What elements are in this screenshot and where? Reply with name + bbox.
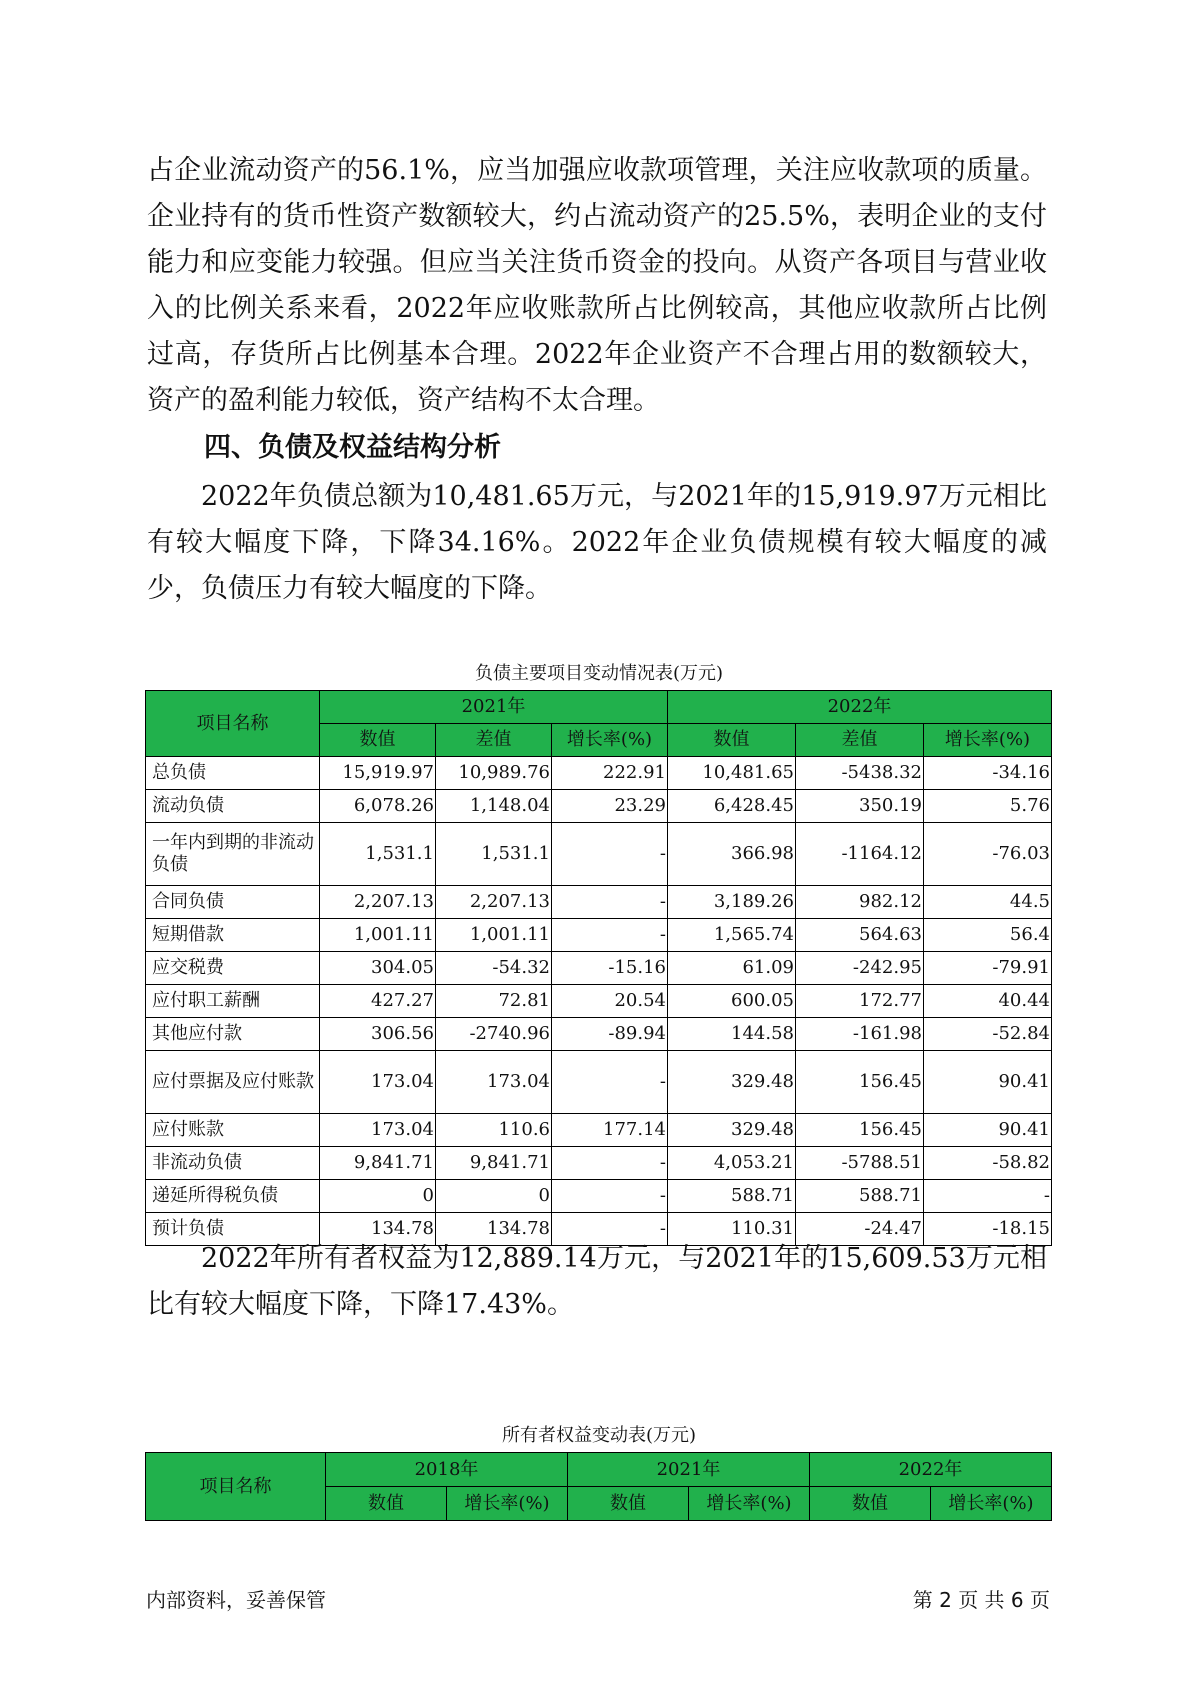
table-row: [146, 985, 1052, 1018]
row-label: 非流动负债: [146, 1147, 320, 1180]
table-cell: 600.05: [668, 985, 796, 1018]
header-sub-2022-2: 增长率(%): [924, 724, 1052, 757]
table-cell: -54.32: [436, 952, 552, 985]
table-cell: 1,001.11: [436, 919, 552, 952]
table-row: [146, 823, 1052, 886]
table-cell: 564.63: [796, 919, 924, 952]
table-cell: -: [552, 823, 668, 886]
table-cell: 23.29: [552, 790, 668, 823]
table-cell: -: [552, 1051, 668, 1114]
table-cell: 0: [436, 1180, 552, 1213]
table-cell: 10,481.65: [668, 757, 796, 790]
footer-page-number: 第 2 页 共 6 页: [912, 1588, 1050, 1612]
table-cell: 110.6: [436, 1114, 552, 1147]
table-cell: -: [552, 886, 668, 919]
row-label: 合同负债: [146, 886, 320, 919]
table-cell: -18.15: [924, 1213, 1052, 1246]
footer-confidential-note: 内部资料，妥善保管: [146, 1588, 326, 1612]
header-sub-4: 数值: [810, 1487, 931, 1521]
header-year-2021: 2021年: [320, 691, 668, 724]
table-cell: 134.78: [320, 1213, 436, 1246]
equity-year-row: [146, 1453, 1052, 1487]
table-cell: 3,189.26: [668, 886, 796, 919]
table-cell: -: [552, 1147, 668, 1180]
header-sub-2022-1: 差值: [796, 724, 924, 757]
table-cell: -5438.32: [796, 757, 924, 790]
row-label: 应付职工薪酬: [146, 985, 320, 1018]
table-cell: 1,001.11: [320, 919, 436, 952]
equity-table-caption: 所有者权益变动表(万元): [501, 1425, 697, 1446]
row-label: 一年内到期的非流动负债: [146, 823, 320, 886]
header-sub-2: 数值: [568, 1487, 689, 1521]
header-year-2: 2022年: [810, 1453, 1052, 1487]
table-row: [146, 1051, 1052, 1114]
table-cell: 1,148.04: [436, 790, 552, 823]
table-cell: 6,078.26: [320, 790, 436, 823]
table-cell: 173.04: [320, 1051, 436, 1114]
liability-table-caption: 负债主要项目变动情况表(万元): [474, 663, 724, 684]
table-cell: -58.82: [924, 1147, 1052, 1180]
table-row: [146, 919, 1052, 952]
table-cell: 10,989.76: [436, 757, 552, 790]
table-cell: 350.19: [796, 790, 924, 823]
table-cell: 329.48: [668, 1051, 796, 1114]
liability-table-body: [146, 757, 1052, 1246]
table-cell: -: [552, 1213, 668, 1246]
table-cell: -: [924, 1180, 1052, 1213]
table-cell: 306.56: [320, 1018, 436, 1051]
header-sub-2021-2: 增长率(%): [552, 724, 668, 757]
table-cell: 173.04: [320, 1114, 436, 1147]
row-label: 流动负债: [146, 790, 320, 823]
table-cell: 61.09: [668, 952, 796, 985]
table-cell: -: [552, 1180, 668, 1213]
header-item-name: 项目名称: [146, 1453, 326, 1521]
header-item-name: 项目名称: [146, 691, 320, 757]
table-cell: -2740.96: [436, 1018, 552, 1051]
table-cell: 44.5: [924, 886, 1052, 919]
row-label: 预计负债: [146, 1213, 320, 1246]
table-cell: 110.31: [668, 1213, 796, 1246]
table-cell: -15.16: [552, 952, 668, 985]
table-cell: 90.41: [924, 1114, 1052, 1147]
table-row: [146, 1018, 1052, 1051]
header-year-1: 2021年: [568, 1453, 810, 1487]
paragraph-liability-summary: 2022年负债总额为10,481.65万元，与2021年的15,919.97万元相比有较大幅度下降，下降34.16%。2022年企业负债规模有较大幅度的减少，负债压力有较大幅度的下降。: [147, 481, 1047, 604]
table-cell: 588.71: [668, 1180, 796, 1213]
table-row: [146, 952, 1052, 985]
table-cell: -24.47: [796, 1213, 924, 1246]
table-cell: 1,531.1: [436, 823, 552, 886]
row-label: 递延所得税负债: [146, 1180, 320, 1213]
table-cell: 156.45: [796, 1051, 924, 1114]
table-cell: -89.94: [552, 1018, 668, 1051]
table-cell: -5788.51: [796, 1147, 924, 1180]
table-cell: 40.44: [924, 985, 1052, 1018]
row-label: 应交税费: [146, 952, 320, 985]
table-cell: 177.14: [552, 1114, 668, 1147]
table-cell: 1,565.74: [668, 919, 796, 952]
liability-table: [145, 690, 1052, 1246]
table-cell: 329.48: [668, 1114, 796, 1147]
table-cell: -76.03: [924, 823, 1052, 886]
table-cell: 9,841.71: [436, 1147, 552, 1180]
section-heading: 四、负债及权益结构分析: [204, 432, 501, 463]
table-cell: 20.54: [552, 985, 668, 1018]
header-sub-2021-1: 差值: [436, 724, 552, 757]
header-year-0: 2018年: [326, 1453, 568, 1487]
table-cell: -34.16: [924, 757, 1052, 790]
table-cell: 156.45: [796, 1114, 924, 1147]
table-cell: 1,531.1: [320, 823, 436, 886]
header-sub-0: 数值: [326, 1487, 447, 1521]
row-label: 短期借款: [146, 919, 320, 952]
table-cell: 144.58: [668, 1018, 796, 1051]
table-cell: 2,207.13: [436, 886, 552, 919]
table-cell: 90.41: [924, 1051, 1052, 1114]
table-cell: -242.95: [796, 952, 924, 985]
table-cell: 2,207.13: [320, 886, 436, 919]
table-cell: 366.98: [668, 823, 796, 886]
table-row: [146, 1114, 1052, 1147]
equity-table: [145, 1452, 1052, 1521]
paragraph-asset-analysis: 占企业流动资产的56.1%，应当加强应收款项管理，关注应收款项的质量。企业持有的货币性资产数额较大，约占流动资产的25.5%，表明企业的支付能力和应变能力较强。但应当关注货币资金的投向。从资产各项目与营业收入的比例关系来看，2022年应收账款所占比例较高，其他应收款所占比例过高，存货所占比例基本合理。2022年企业资产不合理占用的数额较大，资产的盈利能力较低，资产结构不太合理。: [147, 155, 1047, 416]
paragraph-equity-summary: 2022年所有者权益为12,889.14万元，与2021年的15,609.53万元相比有较大幅度下降，下降17.43%。: [147, 1243, 1047, 1320]
row-label: 应付账款: [146, 1114, 320, 1147]
table-cell: 56.4: [924, 919, 1052, 952]
table-row: [146, 886, 1052, 919]
table-cell: 6,428.45: [668, 790, 796, 823]
header-sub-1: 增长率(%): [447, 1487, 568, 1521]
header-sub-2021-0: 数值: [320, 724, 436, 757]
table-row: [146, 757, 1052, 790]
row-label: 其他应付款: [146, 1018, 320, 1051]
table-cell: 982.12: [796, 886, 924, 919]
table-cell: 5.76: [924, 790, 1052, 823]
table-cell: 588.71: [796, 1180, 924, 1213]
table-row: [146, 1180, 1052, 1213]
header-sub-2022-0: 数值: [668, 724, 796, 757]
table-cell: 72.81: [436, 985, 552, 1018]
table-cell: 4,053.21: [668, 1147, 796, 1180]
table-cell: -: [552, 919, 668, 952]
table-row: [146, 1147, 1052, 1180]
table-cell: 427.27: [320, 985, 436, 1018]
table-cell: 222.91: [552, 757, 668, 790]
table-cell: 304.05: [320, 952, 436, 985]
row-label: 总负债: [146, 757, 320, 790]
table-cell: -161.98: [796, 1018, 924, 1051]
header-year-2022: 2022年: [668, 691, 1052, 724]
table-cell: -52.84: [924, 1018, 1052, 1051]
header-sub-3: 增长率(%): [689, 1487, 810, 1521]
table-cell: 0: [320, 1180, 436, 1213]
table-cell: 172.77: [796, 985, 924, 1018]
table-row: [146, 790, 1052, 823]
table-cell: 173.04: [436, 1051, 552, 1114]
table-cell: 9,841.71: [320, 1147, 436, 1180]
table-cell: -1164.12: [796, 823, 924, 886]
table-cell: 134.78: [436, 1213, 552, 1246]
table-cell: -79.91: [924, 952, 1052, 985]
row-label: 应付票据及应付账款: [146, 1051, 320, 1114]
table-cell: 15,919.97: [320, 757, 436, 790]
header-sub-5: 增长率(%): [931, 1487, 1052, 1521]
